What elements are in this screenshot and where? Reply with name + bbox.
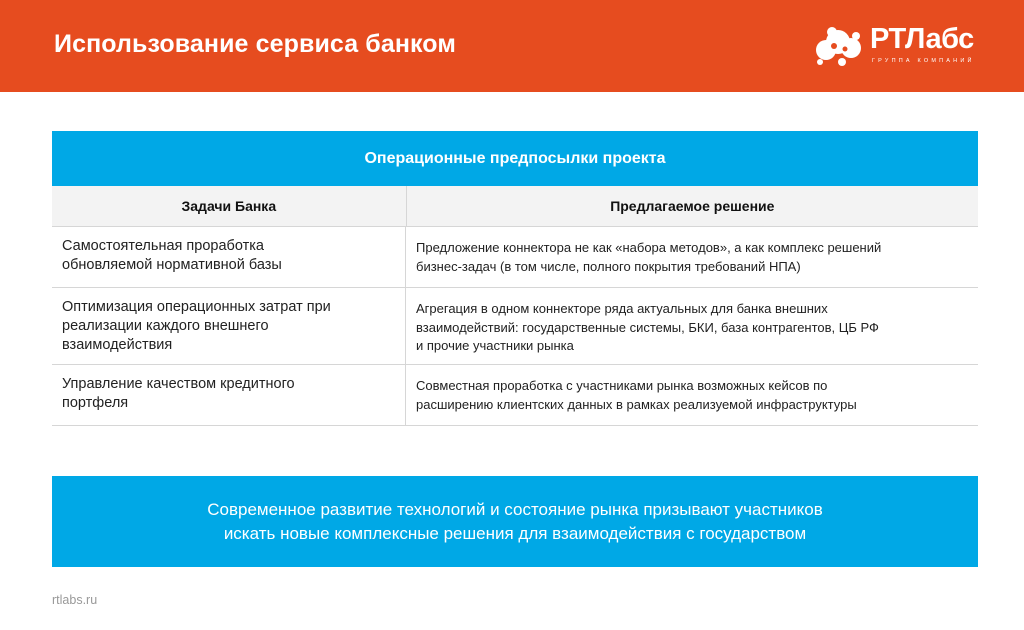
solution-line: бизнес-задач (в том числе, полного покрытия требований НПА) — [416, 258, 801, 274]
solution-cell — [406, 288, 978, 364]
task-line: Оптимизация операционных затрат при — [62, 299, 331, 315]
page-title: Использование сервиса банком — [54, 30, 456, 58]
table-row — [52, 365, 978, 426]
task-line: портфеля — [62, 395, 129, 411]
solution-line: Предложение коннектора не как «набора методов», а как комплекс решений — [416, 240, 882, 255]
task-line: реализации каждого внешнего — [62, 318, 269, 334]
solution-line: расширению клиентских данных в рамках реализуемой инфраструктуры — [416, 396, 857, 412]
table-row — [52, 227, 978, 288]
task-line: взаимодействия — [62, 337, 173, 353]
solution-cell — [406, 227, 978, 287]
company-logo[interactable] — [812, 22, 992, 72]
solution-cell — [406, 365, 978, 425]
header-bar — [0, 0, 1024, 92]
task-cell — [52, 288, 406, 364]
logo-subtitle: ГРУППА КОМПАНИЙ — [872, 58, 975, 64]
banner-line: Современное развитие технологий и состояние рынка призывают участников — [207, 499, 823, 519]
footer-site-link[interactable]: rtlabs.ru — [52, 593, 98, 607]
table-row — [52, 288, 978, 365]
task-cell — [52, 365, 406, 425]
logo-wordmark: РТЛабс — [870, 23, 974, 55]
solution-line: и прочие участники рынка — [416, 338, 574, 353]
task-line: обновляемой нормативной базы — [62, 257, 282, 273]
cloud-logo-icon — [812, 24, 864, 68]
column-header-solution: Предлагаемое решение — [610, 198, 775, 214]
task-cell — [52, 227, 406, 287]
conclusion-banner — [52, 476, 978, 567]
task-line: Самостоятельная проработка — [62, 238, 264, 254]
table-header-row — [52, 186, 978, 227]
task-line: Управление качеством кредитного — [62, 376, 295, 392]
banner-line: искать новые комплексные решения для взаимодействия с государством — [223, 523, 807, 543]
table-title: Операционные предпосылки проекта — [52, 131, 978, 186]
column-header-tasks: Задачи Банка — [52, 186, 407, 226]
solution-line: Совместная проработка с участниками рынка возможных кейсов по — [416, 378, 828, 393]
solution-line: Агрегация в одном коннекторе ряда актуальных для банка внешних — [416, 301, 828, 316]
prerequisites-table — [52, 131, 978, 426]
solution-line: взаимодействий: государственные системы, БКИ, база контрагентов, ЦБ РФ — [416, 319, 879, 335]
